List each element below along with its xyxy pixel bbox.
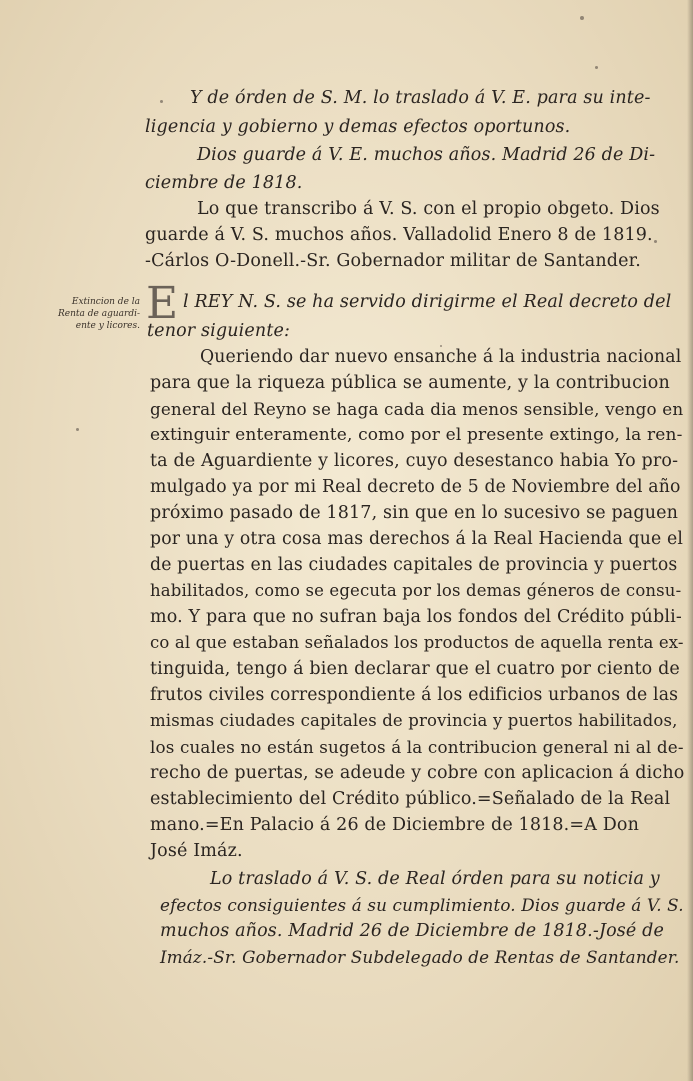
margin-note-line: Extincion de la <box>71 297 140 307</box>
text-line: Lo que transcribo á V. S. con el propio obgeto. Dios <box>197 199 660 219</box>
text-line: tinguida, tengo á bien declarar que el cuatro por ciento de <box>150 659 680 679</box>
text-line: tenor siguiente: <box>147 321 291 341</box>
drop-cap: E <box>146 278 179 329</box>
text-line: Dios guarde á V. E. muchos años. Madrid 26 de Di- <box>197 145 656 165</box>
text-line: habilitados, como se egecuta por los demas géneros de consu- <box>150 581 682 600</box>
text-line: José Imáz. <box>150 841 243 861</box>
text-line: ligencia y gobierno y demas efectos oportunos. <box>145 117 571 137</box>
text-line: frutos civiles correspondiente á los edificios urbanos de las <box>150 685 679 705</box>
text-line: establecimiento del Crédito público.=Señalado de la Real <box>150 789 671 809</box>
text-line: ciembre de 1818. <box>145 173 303 193</box>
text-line: ta de Aguardiente y licores, cuyo desestanco habia Yo pro- <box>150 451 679 471</box>
text-line: próximo pasado de 1817, sin que en lo sucesivo se paguen <box>150 503 679 523</box>
text-line: l REY N. S. se ha servido dirigirme el Real decreto del <box>183 292 672 312</box>
text-line: de puertas en las ciudades capitales de provincia y puertos <box>150 555 678 575</box>
text-line: mulgado ya por mi Real decreto de 5 de Noviembre del año <box>150 477 681 497</box>
text-line: -Cárlos O-Donell.-Sr. Gobernador militar de Santander. <box>145 251 641 271</box>
text-line: general del Reyno se haga cada dia menos sensible, vengo en <box>150 399 684 419</box>
text-line: muchos años. Madrid 26 de Diciembre de 1818.-José de <box>160 921 665 941</box>
text-line: por una y otra cosa mas derechos á la Real Hacienda que el <box>150 529 683 549</box>
text-line: mano.=En Palacio á 26 de Diciembre de 1818.=A Don <box>150 815 639 835</box>
text-line: Y de órden de S. M. lo traslado á V. E. para su inte- <box>190 88 651 108</box>
text-line: mismas ciudades capitales de provincia y puertos habilitados, <box>150 711 678 730</box>
text-line: recho de puertas, se adeude y cobre con aplicacion á dicho <box>150 763 685 783</box>
margin-note-line: ente y licores. <box>75 321 140 331</box>
ink-speck <box>595 66 598 69</box>
ink-speck <box>654 240 657 243</box>
text-line: efectos consiguientes á su cumplimiento. Dios guarde á V. S. <box>160 895 684 915</box>
text-line: los cuales no están sugetos á la contribucion general ni al de- <box>150 737 684 757</box>
ink-speck <box>76 428 79 431</box>
ink-speck <box>160 100 163 103</box>
text-line: mo. Y para que no sufran baja los fondos del Crédito públi- <box>150 607 682 627</box>
text-line: Imáz.-Sr. Gobernador Subdelegado de Rentas de Santander. <box>160 947 680 967</box>
text-line: extinguir enteramente, como por el presente extingo, la ren- <box>150 425 683 445</box>
margin-note-line: Renta de aguardi- <box>58 309 140 319</box>
ink-speck <box>580 16 584 20</box>
text-line: guarde á V. S. muchos años. Valladolid Enero 8 de 1819. <box>145 225 653 245</box>
text-line: para que la riqueza pública se aumente, y la contribucion <box>150 373 670 393</box>
page-edge <box>687 0 693 1081</box>
text-line: Queriendo dar nuevo ensanche á la industria nacional <box>200 347 682 367</box>
text-line: co al que estaban señalados los productos de aquella renta ex- <box>150 633 684 652</box>
text-line: Lo traslado á V. S. de Real órden para su noticia y <box>210 869 660 889</box>
